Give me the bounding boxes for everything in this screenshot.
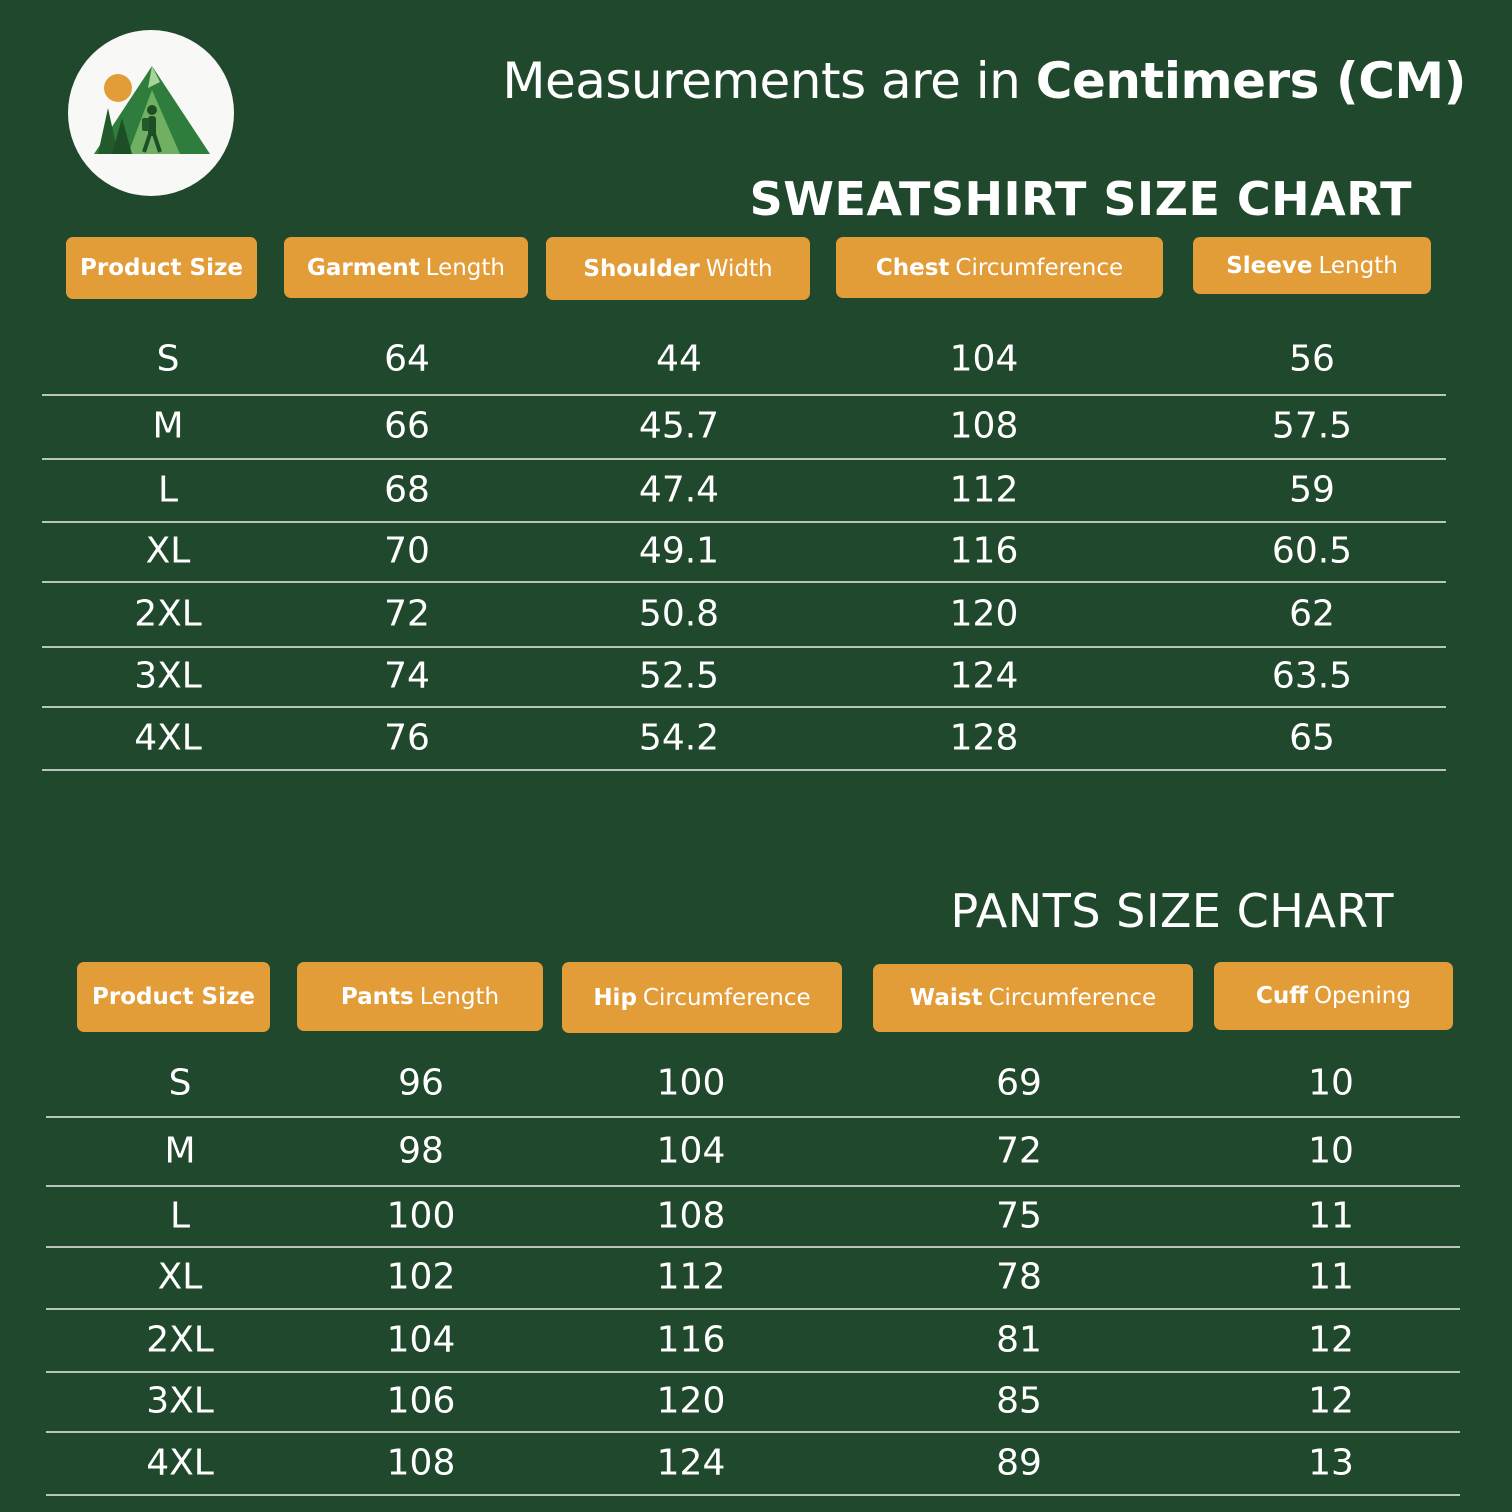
measurement-value: 54.2 (638, 717, 720, 758)
size-label: XL (145, 530, 191, 572)
table-row (0, 458, 1512, 521)
measurement-value: 104 (656, 1130, 726, 1171)
measurement-value: 70 (384, 530, 430, 572)
measurement-value: 12 (1308, 1319, 1354, 1360)
measurement-value: 72 (384, 593, 430, 634)
measurement-value: 45.7 (638, 405, 720, 447)
measurement-value: 11 (1308, 1256, 1354, 1298)
table-row (0, 1185, 1512, 1246)
pants-header-0 (77, 962, 270, 1032)
measurement-value: 12 (1308, 1380, 1354, 1422)
measurement-value: 52.5 (638, 655, 720, 697)
sweatshirt-header-0 (66, 237, 257, 299)
measurement-value: 57.5 (1271, 405, 1353, 447)
measurement-unit-heading (502, 52, 1466, 110)
measurement-value: 100 (386, 1195, 456, 1236)
header-label-regular: Length (425, 254, 506, 281)
size-label: M (152, 405, 184, 447)
measurement-value: 120 (949, 593, 1019, 634)
measurement-value: 66 (384, 405, 430, 447)
measurement-value: 106 (386, 1380, 456, 1422)
measurement-value: 59 (1289, 469, 1335, 510)
measurement-value: 89 (996, 1442, 1042, 1483)
measurement-value: 116 (949, 530, 1019, 572)
measurement-value: 108 (656, 1195, 726, 1236)
table-row (0, 1431, 1512, 1494)
sweatshirt-header-2 (546, 237, 810, 300)
measurement-value: 102 (386, 1256, 456, 1298)
table-row (0, 1246, 1512, 1308)
measurement-value: 124 (949, 655, 1019, 697)
measurement-value: 116 (656, 1319, 726, 1360)
header-label-bold: Hip (593, 984, 637, 1011)
pants-header-3 (873, 964, 1193, 1032)
measurement-value: 112 (949, 469, 1019, 510)
size-label: S (156, 338, 180, 380)
size-label: 4XL (146, 1442, 214, 1483)
table-row (0, 1116, 1512, 1185)
table-row (0, 1371, 1512, 1431)
brand-logo (68, 30, 234, 196)
row-divider (42, 769, 1446, 771)
header-label-regular: Circumference (955, 254, 1124, 281)
measurement-value: 104 (949, 338, 1019, 380)
row-divider (46, 1494, 1460, 1496)
header-label-bold: Sleeve (1226, 252, 1313, 279)
measurement-value: 78 (996, 1256, 1042, 1298)
size-label: 3XL (134, 655, 202, 697)
pants-chart-title: PANTS SIZE CHART (950, 884, 1394, 938)
pants-header-1 (297, 962, 543, 1031)
header-label-regular: Length (1318, 252, 1398, 279)
measurement-value: 104 (386, 1319, 456, 1360)
table-row (0, 521, 1512, 581)
mountain-hiker-icon (68, 30, 234, 196)
measurement-value: 100 (656, 1062, 726, 1104)
table-row (0, 1308, 1512, 1371)
measurement-value: 44 (656, 338, 702, 380)
measurement-value: 128 (949, 717, 1019, 758)
header-label-bold: Shoulder (583, 255, 700, 282)
header-label-regular: Circumference (642, 984, 811, 1011)
measurement-value: 108 (386, 1442, 456, 1483)
measurement-value: 76 (384, 717, 430, 758)
size-label: S (168, 1062, 192, 1104)
header-label-bold: Waist (909, 985, 983, 1011)
header-label-regular: Circumference (988, 985, 1157, 1011)
pants-header-4 (1214, 962, 1453, 1030)
sweatshirt-header-1 (284, 237, 528, 298)
header-label-bold: Pants (340, 983, 414, 1010)
heading-prefix: Measurements are in (502, 52, 1036, 110)
header-label-bold: Garment (306, 254, 420, 281)
size-label: L (157, 469, 179, 510)
measurement-value: 68 (384, 469, 430, 510)
measurement-value: 13 (1308, 1442, 1354, 1483)
table-row (0, 1050, 1512, 1116)
measurement-value: 75 (996, 1195, 1042, 1236)
pants-header-2 (562, 962, 842, 1033)
measurement-value: 74 (384, 655, 430, 697)
size-label: 2XL (146, 1319, 214, 1360)
measurement-value: 62 (1289, 593, 1335, 634)
size-label: M (164, 1130, 196, 1171)
size-label: 4XL (134, 717, 202, 758)
measurement-value: 65 (1289, 717, 1335, 758)
header-label-regular: Width (705, 255, 773, 282)
size-label: 2XL (134, 593, 202, 634)
header-label-bold: Cuff (1256, 983, 1308, 1009)
header-label-bold: Product Size (80, 255, 243, 281)
table-row (0, 324, 1512, 394)
measurement-value: 120 (656, 1380, 726, 1422)
measurement-value: 81 (996, 1319, 1042, 1360)
measurement-value: 49.1 (638, 530, 720, 572)
measurement-value: 10 (1308, 1130, 1354, 1171)
header-label-regular: Opening (1313, 983, 1411, 1009)
measurement-value: 47.4 (638, 469, 720, 510)
table-row (0, 394, 1512, 458)
heading-unit: Centimers (CM) (1035, 52, 1466, 110)
measurement-value: 108 (949, 405, 1019, 447)
measurement-value: 56 (1289, 338, 1335, 380)
size-label: 3XL (146, 1380, 214, 1422)
measurement-value: 96 (398, 1062, 444, 1104)
measurement-value: 10 (1308, 1062, 1354, 1104)
sweatshirt-header-3 (836, 237, 1163, 298)
size-label: L (169, 1195, 191, 1236)
table-row (0, 581, 1512, 646)
measurement-value: 98 (398, 1130, 444, 1171)
header-label-bold: Product Size (92, 984, 255, 1010)
header-label-bold: Chest (875, 254, 950, 281)
measurement-value: 72 (996, 1130, 1042, 1171)
measurement-value: 63.5 (1271, 655, 1353, 697)
table-row (0, 706, 1512, 769)
table-row (0, 646, 1512, 706)
measurement-value: 64 (384, 338, 430, 380)
measurement-value: 112 (656, 1256, 726, 1298)
measurement-value: 124 (656, 1442, 726, 1483)
measurement-value: 50.8 (638, 593, 720, 634)
measurement-value: 85 (996, 1380, 1042, 1422)
measurement-value: 69 (996, 1062, 1042, 1104)
size-label: XL (157, 1256, 203, 1298)
header-label-regular: Length (419, 983, 500, 1010)
measurement-value: 11 (1308, 1195, 1354, 1236)
measurement-value: 60.5 (1271, 530, 1353, 572)
sweatshirt-header-4 (1193, 237, 1431, 294)
sweatshirt-chart-title: SWEATSHIRT SIZE CHART (749, 172, 1412, 226)
